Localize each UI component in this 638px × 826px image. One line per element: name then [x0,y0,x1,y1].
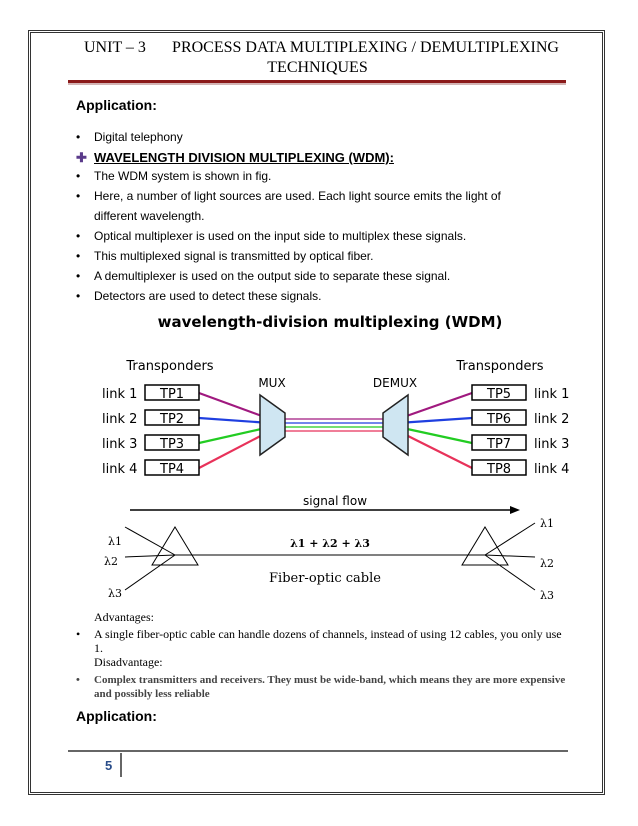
list-item: • Detectors are used to detect these signals. [76,286,501,306]
footer-rule [68,750,568,752]
transponders-right-label: Transponders [456,359,544,374]
left-link-label: link 3 [102,437,138,452]
list-item: • This multiplexed signal is transmitted by optical fiber. [76,246,501,266]
lambda-sum: λ1 + λ2 + λ3 [290,537,370,550]
right-prism [462,527,508,565]
wdm-heading [76,150,394,166]
left-link-label: link 1 [102,387,138,402]
arrow-cross-icon: ✚ [76,150,87,165]
right-link-label: link 1 [534,387,570,402]
list-item: • Here, a number of light sources are used. Each light source emits the light of [76,186,501,206]
wdm-list [76,166,501,306]
signal-flow-arrowhead [510,506,520,514]
page-header [40,38,595,78]
transponders-left-label: Transponders [126,359,214,374]
mux-label: MUX [258,376,286,390]
list-item: • Optical multiplexer is used on the input side to multiplex these signals. [76,226,501,246]
signal-flow-label: signal flow [302,494,368,508]
transponder-label: TP2 [160,412,185,427]
disadvantages-title: Disadvantage: [94,655,163,669]
application-title-2: Application: [76,708,157,724]
header-title-line1: PROCESS DATA MULTIPLEXING / DEMULTIPLEXING [172,39,559,56]
header-title-line2: TECHNIQUES [267,59,368,76]
advantages-item: • A single fiber-optic cable can handle dozens of channels, instead of using 12 cables, you only use 1. [76,627,562,655]
transponder-label: TP6 [487,412,512,427]
transponder-label: TP7 [487,437,512,452]
left-link-label: link 4 [102,462,138,477]
mux-block [260,395,285,455]
wavelength-lines [199,393,472,468]
wavelength-line-out [398,427,472,443]
lambda-right-3: λ3 [540,589,554,602]
application-list [76,127,183,147]
application-title: Application: [76,97,157,113]
transponder-label: TP8 [487,462,512,477]
right-link-label: link 2 [534,412,570,427]
wavelength-line-out [398,431,472,468]
fiber-cable-label: Fiber-optic cable [269,571,381,586]
demux-block [383,395,408,455]
page-number-divider [120,753,122,777]
ray-right-2 [485,555,535,557]
ray-left-1 [125,527,175,555]
header-rule [68,80,566,85]
right-link-label: link 3 [534,437,570,452]
lambda-right-1: λ1 [540,517,554,530]
transponder-label: TP3 [160,437,185,452]
list-item-continued: different wavelength. [94,209,205,223]
lambda-right-2: λ2 [540,557,554,570]
ray-right-3 [485,555,535,590]
page-number: 5 [105,758,113,773]
ray-left-2 [125,555,175,557]
wdm-diagram [90,305,570,605]
wavelength-line-out [398,393,472,419]
transponder-label: TP5 [487,387,512,402]
demux-label: DEMUX [372,376,418,390]
transponder-label: TP1 [160,387,185,402]
list-item: • A demultiplexer is used on the output side to separate these signal. [76,266,501,286]
unit-label: UNIT – 3 [84,39,146,56]
diagram-title: wavelength-division multiplexing (WDM) [157,313,503,331]
advantages-title: Advantages: [94,610,154,624]
lambda-left-2: λ2 [104,555,118,568]
list-item: • Digital telephony [76,127,183,147]
disadvantages-item: • Complex transmitters and receivers. They must be wide-band, which means they are more expensive and possibly less reliable [76,674,566,700]
lambda-left-3: λ3 [108,587,122,600]
transponder-label: TP4 [160,462,185,477]
right-link-label: link 4 [534,462,570,477]
left-link-label: link 2 [102,412,138,427]
wdm-heading-text: WAVELENGTH DIVISION MULTIPLEXING (WDM): [94,150,394,165]
wavelength-line-out [398,418,472,423]
list-item: • The WDM system is shown in fig. [76,166,501,186]
ray-left-3 [125,555,175,590]
lambda-left-1: λ1 [108,535,122,548]
